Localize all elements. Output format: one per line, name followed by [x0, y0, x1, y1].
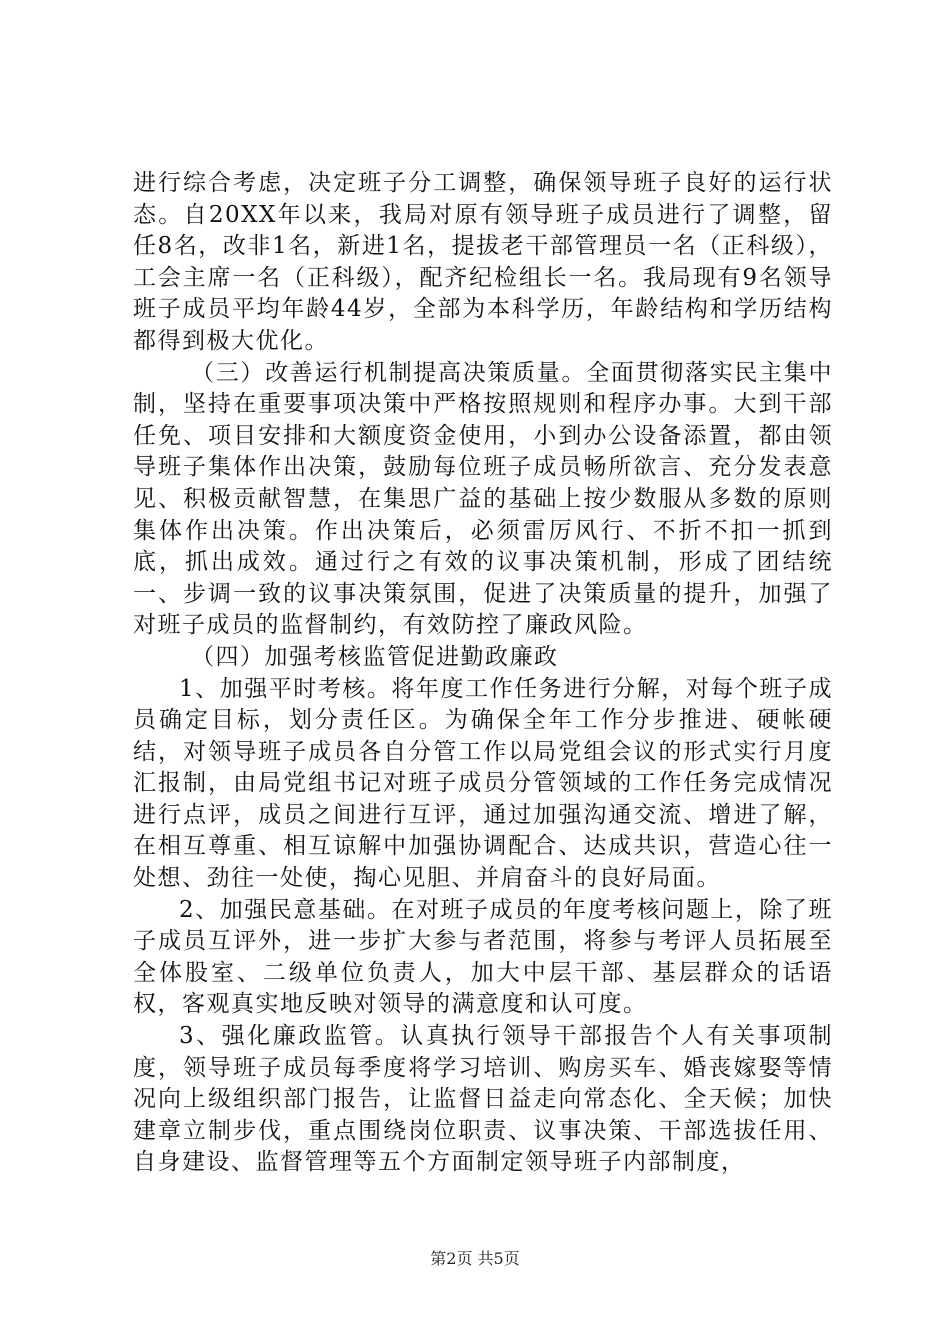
- document-body: [133, 168, 833, 1179]
- paragraph-continuation: 进行综合考虑，决定班子分工调整，确保领导班子良好的运行状态。自20XX年以来，我局对原有领导班子成员进行了调整，留任8名，改非1名，新进1名，提拔老干部管理员一名（正科级），工会主席一名（正科级），配齐纪检组长一名。我局现有9名领导班子成员平均年龄44岁，全部为本科学历，年龄结构和学历结构都得到极大优化。: [133, 170, 833, 354]
- paragraph-item-two: 2、加强民意基础。在对班子成员的年度考核问题上，除了班子成员互评外，进一步扩大参与者范围，将参与考评人员拓展至全体股室、二级单位负责人，加大中层干部、基层群众的话语权，客观真实地反映对领导的满意度和认可度。: [133, 896, 833, 1018]
- paragraph-item-one: 1、加强平时考核。将年度工作任务进行分解，对每个班子成员确定目标，划分责任区。为确保全年工作分步推进、硬帐硬结，对领导班子成员各自分管工作以局党组会议的形式实行月度汇报制，由局党组书记对班子成员分管领域的工作任务完成情况进行点评，成员之间进行互评，通过加强沟通交流、增进了解，在相互尊重、相互谅解中加强协调配合、达成共识，营造心往一处想、劲往一处使，掏心见胆、并肩奋斗的良好局面。: [133, 675, 833, 892]
- paragraph-section-three: （三）改善运行机制提高决策质量。全面贯彻落实民主集中制，坚持在重要事项决策中严格按照规则和程序办事。大到干部任免、项目安排和大额度资金使用，小到办公设备添置，都由领导班子集体作出决策，鼓励每位班子成员畅所欲言、充分发表意见、积极贡献智慧，在集思广益的基础上按少数服从多数的原则集体作出决策。作出决策后，必须雷厉风行、不折不扣一抓到底，抓出成效。通过行之有效的议事决策机制，形成了团结统一、步调一致的议事决策氛围，促进了决策质量的提升，加强了对班子成员的监督制约，有效防控了廉政风险。: [133, 359, 833, 639]
- section-heading-four: （四）加强考核监管促进勤政廉政: [191, 643, 559, 670]
- paragraph-item-three: 3、强化廉政监管。认真执行领导干部报告个人有关事项制度，领导班子成员每季度将学习培训、购房买车、婚丧嫁娶等情况向上级组织部门报告，让监督日益走向常态化、全天候；加快建章立制步伐，重点围绕岗位职责、议事决策、干部选拔任用、自身建设、监督管理等五个方面制定领导班子内部制度，: [133, 1023, 833, 1176]
- page-footer: 第2页 共5页: [430, 1249, 520, 1268]
